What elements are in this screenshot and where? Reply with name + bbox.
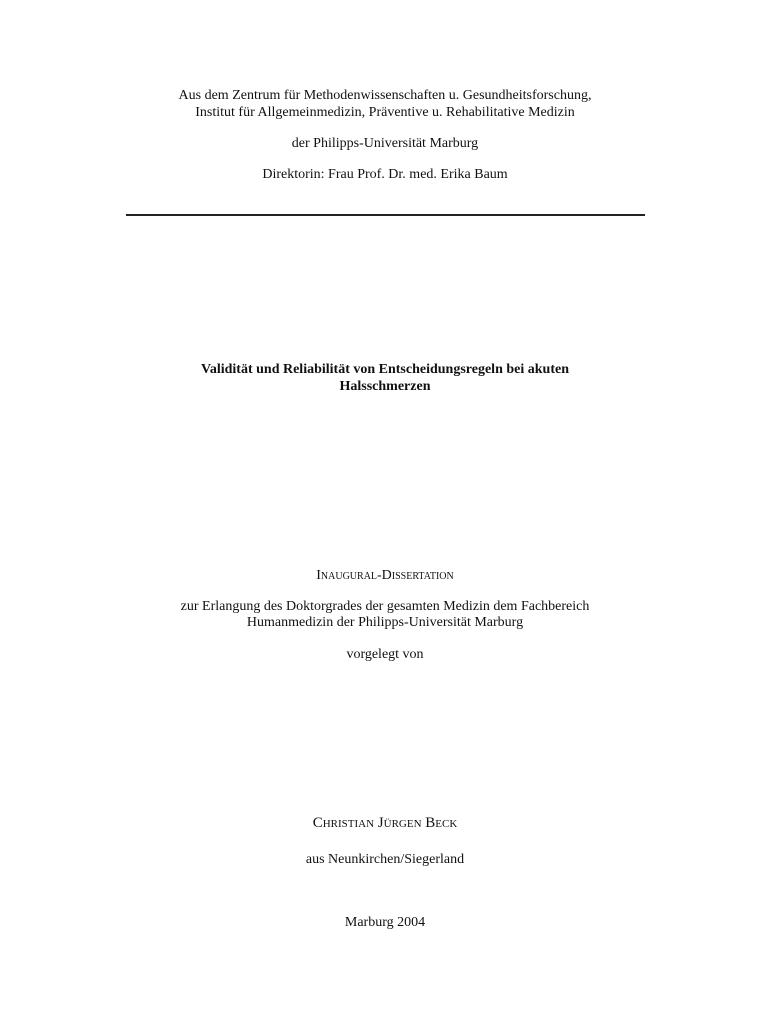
- thesis-title-line-2: Halsschmerzen: [339, 379, 431, 394]
- place-and-year: Marburg 2004: [344, 915, 426, 930]
- thesis-title-line-1: Validität und Reliabilität von Entscheidungsregeln bei akuten: [201, 362, 569, 377]
- author-name: Christian Jürgen Beck: [312, 815, 458, 831]
- header-divider: [126, 214, 645, 216]
- author-origin: aus Neunkirchen/Siegerland: [305, 852, 465, 867]
- submitted-by-label: vorgelegt von: [346, 647, 424, 662]
- degree-purpose-line-2: Humanmedizin der Philipps-Universität Marburg: [246, 615, 524, 630]
- university-line: der Philipps-Universität Marburg: [291, 136, 479, 151]
- dissertation-type: Inaugural-Dissertation: [316, 568, 454, 583]
- institution-line-2: Institut für Allgemeinmedizin, Präventive u. Rehabilitative Medizin: [195, 105, 575, 120]
- degree-purpose-line-1: zur Erlangung des Doktorgrades der gesamten Medizin dem Fachbereich: [180, 599, 590, 614]
- director-line: Direktorin: Frau Prof. Dr. med. Erika Baum: [262, 167, 508, 182]
- institution-line-1: Aus dem Zentrum für Methodenwissenschaften u. Gesundheitsforschung,: [178, 88, 592, 103]
